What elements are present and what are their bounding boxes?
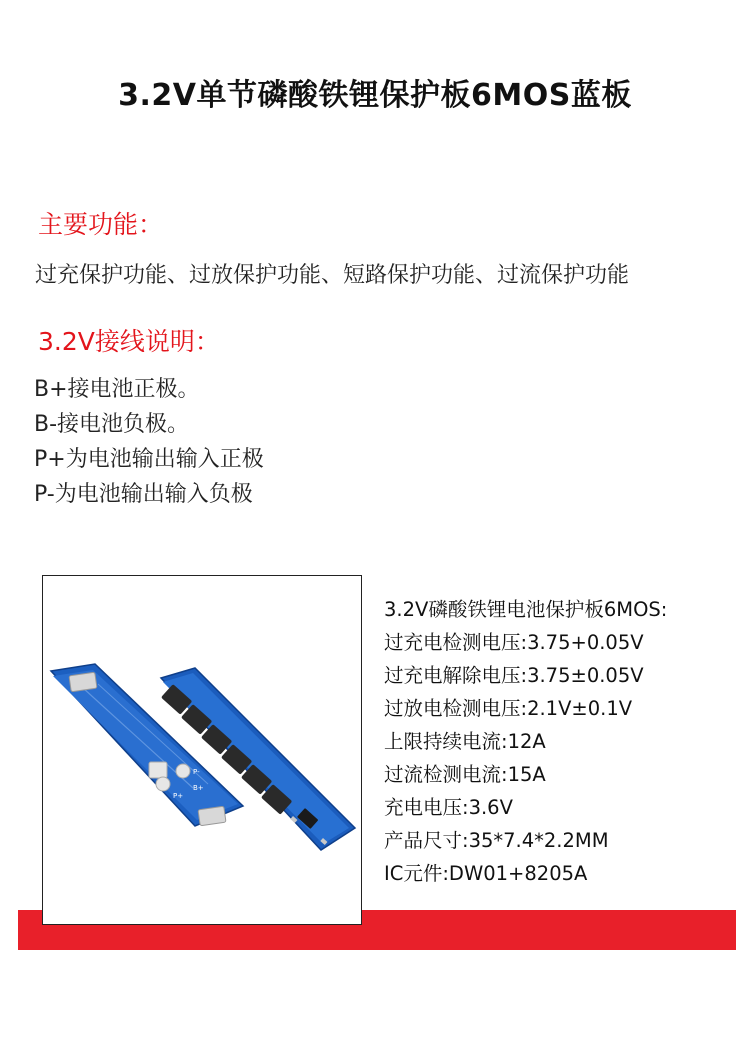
wiring-item-b-plus: B+接电池正极。	[34, 377, 200, 402]
spec-item: 过充电检测电压:3.75+0.05V	[384, 631, 644, 654]
spec-item: IC元件:DW01+8205A	[384, 862, 588, 885]
product-photo	[42, 575, 362, 925]
pad-label-b-plus: B+	[193, 784, 204, 792]
spec-item: 3.2V磷酸铁锂电池保护板6MOS:	[384, 598, 668, 621]
page-title: 3.2V单节磷酸铁锂保护板6MOS蓝板	[118, 78, 632, 113]
spec-list	[384, 593, 667, 890]
spec-item: 过充电解除电压:3.75±0.05V	[384, 664, 644, 687]
spec-item: 过放电检测电压:2.1V±0.1V	[384, 697, 633, 720]
wiring-item-p-minus: P-为电池输出输入负极	[34, 482, 253, 507]
functions-heading: 主要功能：	[38, 210, 164, 239]
wiring-list	[34, 372, 264, 512]
pad-label-p-minus: P-	[193, 768, 200, 776]
spec-item: 充电电压:3.6V	[384, 796, 513, 819]
pcb-illustration	[43, 576, 361, 924]
spec-item: 产品尺寸:35*7.4*2.2MM	[384, 829, 609, 852]
functions-text: 过充保护功能、过放保护功能、短路保护功能、过流保护功能	[35, 263, 630, 288]
wiring-item-p-plus: P+为电池输出输入正极	[34, 447, 264, 472]
spec-item: 过流检测电流:15A	[384, 763, 546, 786]
wiring-item-b-minus: B-接电池负极。	[34, 412, 190, 437]
pad-label-p-plus: P+	[173, 792, 184, 800]
spec-item: 上限持续电流:12A	[384, 730, 546, 753]
wiring-heading: 3.2V接线说明：	[38, 327, 220, 356]
